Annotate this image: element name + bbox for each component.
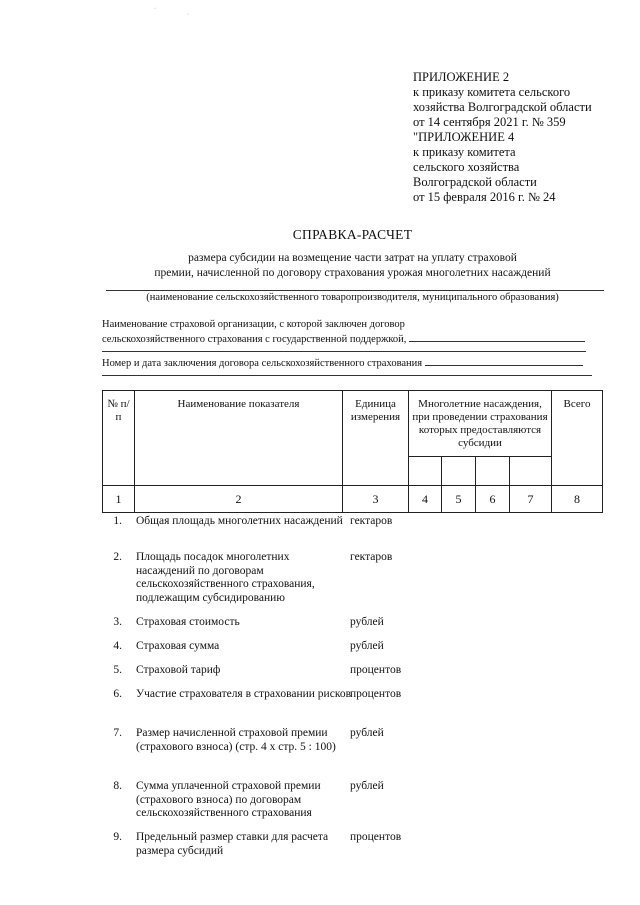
scan-speck: · bbox=[154, 6, 156, 12]
row-unit: рублей bbox=[350, 727, 384, 739]
document-subtitle bbox=[100, 251, 605, 280]
column-number: 3 bbox=[343, 486, 409, 513]
scan-speck: · bbox=[187, 12, 189, 18]
row-number: 2. bbox=[113, 551, 122, 563]
row-indicator: Страховая стоимость bbox=[136, 616, 240, 628]
header-total: Всего bbox=[552, 391, 603, 486]
column-number: 7 bbox=[510, 486, 552, 513]
row-indicator: Предельный размер ставки для расчета размера субсидий bbox=[136, 831, 329, 857]
appendix-2-line: ПРИЛОЖЕНИЕ 2 bbox=[413, 70, 510, 84]
producer-blank-line[interactable] bbox=[106, 290, 604, 291]
contract-field bbox=[102, 355, 583, 370]
subheader-cell bbox=[476, 457, 510, 486]
row-number: 8. bbox=[113, 780, 122, 792]
appendix-4-line: к приказу комитета bbox=[413, 145, 516, 159]
row-number: 5. bbox=[113, 664, 122, 676]
insurer-blank-line[interactable] bbox=[102, 351, 586, 352]
document-title: СПРАВКА-РАСЧЕТ bbox=[292, 227, 413, 242]
row-unit: процентов bbox=[350, 688, 402, 700]
appendix-2-block bbox=[413, 70, 592, 130]
row-unit: рублей bbox=[350, 616, 384, 628]
subheader-cell bbox=[409, 457, 442, 486]
row-indicator: Участие страхователя в страховании рисков bbox=[136, 688, 352, 700]
appendix-2-line: к приказу комитета сельского bbox=[413, 85, 571, 99]
insurer-blank[interactable] bbox=[409, 331, 585, 342]
row-indicator: Площадь посадок многолетних насаждений по договорам сельскохозяйственного страхования, подлежащим субсидированию bbox=[136, 551, 315, 604]
column-number: 6 bbox=[476, 486, 510, 513]
producer-caption: (наименование сельскохозяйственного товаропроизводителя, муниципального образования) bbox=[146, 292, 559, 303]
row-number: 7. bbox=[113, 727, 122, 739]
row-unit: гектаров bbox=[350, 515, 393, 527]
row-unit: процентов bbox=[350, 831, 402, 843]
header-number: № п/п bbox=[103, 391, 135, 486]
column-number: 4 bbox=[409, 486, 442, 513]
row-unit: рублей bbox=[350, 780, 384, 792]
insurer-field bbox=[102, 318, 585, 346]
column-number: 2 bbox=[135, 486, 343, 513]
row-number: 3. bbox=[113, 616, 122, 628]
appendix-4-block bbox=[413, 130, 556, 205]
row-indicator: Страховой тариф bbox=[136, 664, 221, 676]
appendix-4-line: Волгоградской области bbox=[413, 175, 537, 189]
insurer-label bbox=[102, 331, 585, 346]
row-indicator: Общая площадь многолетних насаждений bbox=[136, 515, 343, 527]
appendix-4-line: сельского хозяйства bbox=[413, 160, 520, 174]
insurer-label: Наименование страховой организации, с которой заключен договор bbox=[102, 319, 405, 330]
appendix-2-line: хозяйства Волгоградской области bbox=[413, 100, 592, 114]
appendix-4-line: от 15 февраля 2016 г. № 24 bbox=[413, 190, 556, 204]
subheader-cell bbox=[442, 457, 476, 486]
subheader-cell bbox=[510, 457, 552, 486]
row-unit: процентов bbox=[350, 664, 402, 676]
row-indicator: Сумма уплаченной страховой премии (страхового взноса) по договорам сельскохозяйственного страхования bbox=[136, 780, 321, 819]
header-unit: Единица измерения bbox=[343, 391, 409, 486]
contract-label: Номер и дата заключения договора сельскохозяйственного страхования bbox=[102, 358, 423, 369]
appendix-2-line: от 14 сентября 2021 г. № 359 bbox=[413, 115, 566, 129]
row-number: 6. bbox=[113, 688, 122, 700]
row-indicator: Страховая сумма bbox=[136, 640, 220, 652]
column-number: 8 bbox=[552, 486, 603, 513]
insurer-label-text: сельскохозяйственного страхования с государственной поддержкой, bbox=[102, 334, 407, 345]
appendix-4-line: "ПРИЛОЖЕНИЕ 4 bbox=[413, 130, 515, 144]
subtitle-line: премии, начисленной по договору страхования урожая многолетних насаждений bbox=[154, 266, 551, 279]
row-unit: гектаров bbox=[350, 551, 393, 563]
row-unit: рублей bbox=[350, 640, 384, 652]
column-number: 5 bbox=[442, 486, 476, 513]
subtitle-line: размера субсидии на возмещение части затрат на уплату страховой bbox=[188, 252, 517, 264]
row-number: 4. bbox=[113, 640, 122, 652]
row-number: 1. bbox=[113, 515, 122, 527]
indicator-table bbox=[102, 390, 603, 513]
column-number: 1 bbox=[103, 486, 135, 513]
contract-blank-line[interactable] bbox=[102, 375, 592, 376]
row-number: 9. bbox=[113, 831, 122, 843]
contract-blank[interactable] bbox=[425, 355, 583, 366]
header-indicator-name: Наименование показателя bbox=[135, 391, 343, 486]
row-indicator: Размер начисленной страховой премии (страхового взноса) (стр. 4 х стр. 5 : 100) bbox=[136, 727, 336, 753]
header-perennial-plantings: Многолетние насаждения, при проведении страхования которых предоставляются субсидии bbox=[409, 391, 552, 457]
